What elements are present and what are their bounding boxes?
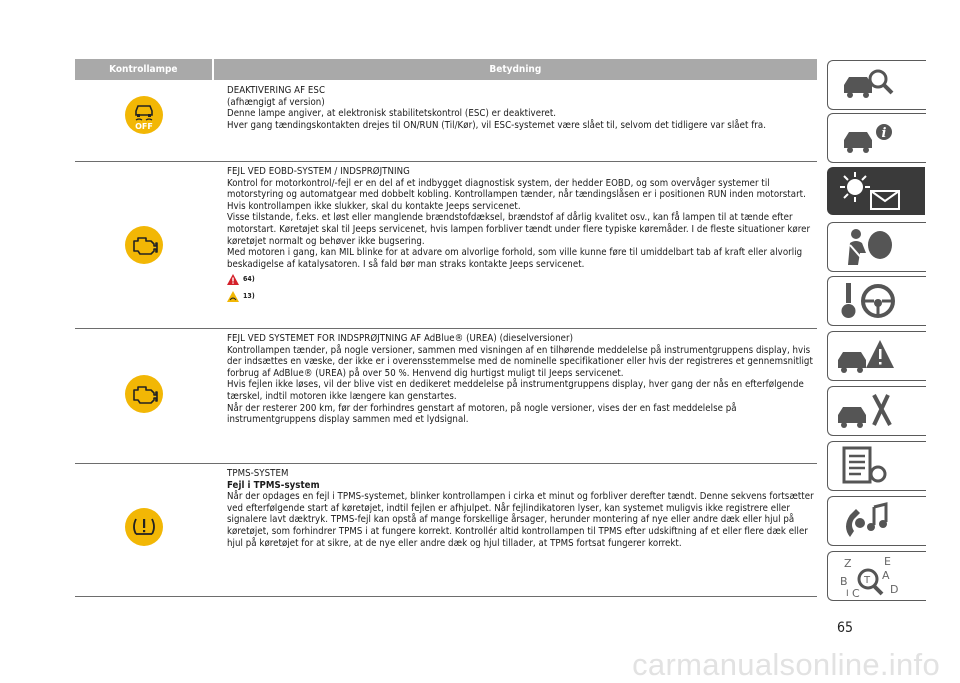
svg-text:I: I — [846, 589, 849, 599]
svg-text:T: T — [864, 575, 871, 586]
caution-reference[interactable] — [227, 289, 817, 304]
key-steering-wheel-icon — [840, 281, 900, 321]
tab-key-steering[interactable] — [827, 276, 926, 326]
row-paragraph: Kontrollampen tænder, på nogle versioner, sammen med visningen af en tilhørende meddelelse på instrumentgruppens display, hvis der indsættes en væske, der ikke er i overensstemmelse med de nominelle specifikationer eller hvis der registreres et gennemsnitligt forbrug af AdBlue® (UREA) på over 50 %. Henvend dig hurtigst muligt til Jeeps servicenet. — [227, 344, 813, 379]
car-info-icon — [838, 118, 898, 158]
row-paragraph: Hver gang tændingskontakten drejes til ON/RUN (Til/Kør), vil ESC-systemet være slået til, selvom det tidligere var slået fra. — [227, 119, 767, 131]
row-paragraph: Når der opdages en fejl i TPMS-systemet, blinker kontrollampen i cirka et minut og forbliver derefter tændt. Denne sekvens fortsætter ved efterfølgende start af køretøjet, indtil fejlen er afhjulpet. Når fejlindikatoren lyser, kan systemet muligvis ikke registrere eller signalere lavt dæktryk. TPMS-fejl kan opstå af mange forskellige årsager, herunder montering af nye eller andre dæk eller hjul på køretøjet, som forhindrer TPMS i at fungere korrekt. Kontrollér altid kontrollampen til TPMS efter udskiftning af et eller flere dæk eller hjul på køretøjet for at sikre, at de nye eller andre dæk og hjul tillader, at TPMS fortsat fungerer korrekt. — [227, 491, 814, 549]
row-eobd-text — [227, 166, 817, 304]
row-paragraph: Kontrol for motorkontrol/-fejl er en del af et indbygget diagnostisk system, der hedder EOBD, og som overvåger systemer til motorstyring og automatgear med dobbelt kobling. Kontrollampen tænder, når tændingslåsen er i positionen RUN inden motorstart. Hvis kontrollampen ikke slukker, skal du kontakte Jeeps servicenet. — [227, 177, 806, 212]
tpms-warning-icon — [75, 507, 212, 547]
multimedia-icon — [840, 501, 900, 541]
svg-text:Z: Z — [844, 557, 852, 570]
row-paragraph: Med motoren i gang, kan MIL blinke for at advare om alvorlige forhold, som ville kunne føre til umiddelbart tab af kraft eller alvorlig beskadigelse af katalysatoren. I så fald bør man straks kontakte Jeeps servicenet. — [227, 247, 803, 270]
table-header — [75, 59, 817, 80]
row-adblue-text — [227, 333, 817, 426]
header-betydning: Betydning — [212, 59, 817, 80]
alphabet-index-icon — [838, 553, 908, 599]
indicator-table — [75, 59, 817, 549]
warning-reference[interactable] — [227, 272, 817, 287]
svg-text:D: D — [890, 583, 899, 596]
tab-car-magnifier[interactable] — [827, 60, 926, 110]
svg-text:C: C — [852, 587, 860, 599]
tab-seatbelt-airbag[interactable] — [827, 222, 926, 272]
svg-text:OFF: OFF — [134, 122, 153, 131]
watermark: carmanualsonline.info — [632, 647, 940, 682]
row-paragraph: Når der resterer 200 km, før der forhindres genstart af motoren, på nogle versioner, vises der en fast meddelelse på instrumentgruppens display sammen med et lydsignal. — [227, 402, 737, 426]
row-paragraph: Denne lampe angiver, at elektronisk stabilitetskontrol (ESC) er deaktiveret. — [227, 108, 557, 120]
warning-triangle-icon — [227, 274, 239, 285]
tab-car-warning[interactable] — [827, 331, 926, 381]
table-row — [75, 463, 817, 597]
specs-list-icon — [840, 446, 900, 486]
tab-alphabet-index[interactable] — [827, 551, 926, 601]
tab-specs-list[interactable] — [827, 441, 926, 491]
tab-car-info[interactable] — [827, 113, 926, 163]
car-warning-icon — [836, 336, 896, 376]
row-paragraph: Hvis fejlen ikke løses, vil der blive vist en dedikeret meddelelse på instrumentgruppens display, hver gang der nås en efterfølgende tærskel, indtil motoren ikke længere kan genstartes. — [227, 379, 804, 402]
caution-ref-number: 13) — [243, 292, 255, 301]
car-tools-icon — [836, 391, 896, 431]
page-number: 65 — [836, 620, 854, 636]
warning-ref-number: 64) — [243, 275, 255, 284]
row-title: DEAKTIVERING AF ESC — [227, 85, 326, 96]
engine-check-icon — [75, 225, 212, 265]
header-kontrollampe: Kontrollampe — [109, 64, 178, 75]
caution-triangle-icon — [227, 291, 239, 302]
row-subtitle: (afhængigt af version) — [227, 96, 325, 108]
esc-off-icon — [75, 95, 212, 135]
row-esc-text — [227, 85, 817, 131]
car-magnifier-icon — [838, 65, 898, 105]
table-row — [75, 328, 817, 464]
table-row — [75, 161, 817, 329]
warning-light-message-icon — [839, 169, 909, 213]
row-title: TPMS-SYSTEM — [227, 468, 289, 479]
row-tpms-text — [227, 468, 817, 549]
svg-text:i: i — [881, 126, 887, 141]
tab-warning-lights[interactable] — [827, 167, 925, 215]
row-title: FEJL VED EOBD-SYSTEM / INDSPRØJTNING — [227, 166, 410, 177]
row-title: FEJL VED SYSTEMET FOR INDSPRØJTNING AF AdBlue® (UREA) (dieselversioner) — [227, 333, 574, 344]
seatbelt-airbag-icon — [840, 227, 900, 267]
engine-check-icon — [75, 374, 212, 414]
svg-text:E: E — [884, 555, 891, 568]
table-row — [75, 80, 817, 162]
tab-car-tools[interactable] — [827, 386, 926, 436]
svg-text:B: B — [840, 575, 848, 588]
row-paragraph: Visse tilstande, f.eks. et løst eller manglende brændstofdæksel, brændstof af dårlig kvalitet osv., kan få lampen til at tænde efter motorstart. Køretøjet skal til Jeeps servicenet, hvis lampen forbliver tændt under flere typiske køremåder. I de fleste situationer kører køretøjet normalt og behøver ikke bugsering. — [227, 212, 811, 247]
svg-text:A: A — [882, 569, 890, 582]
row-subtitle: Fejl i TPMS-system — [227, 479, 320, 491]
tab-multimedia[interactable] — [827, 496, 926, 546]
